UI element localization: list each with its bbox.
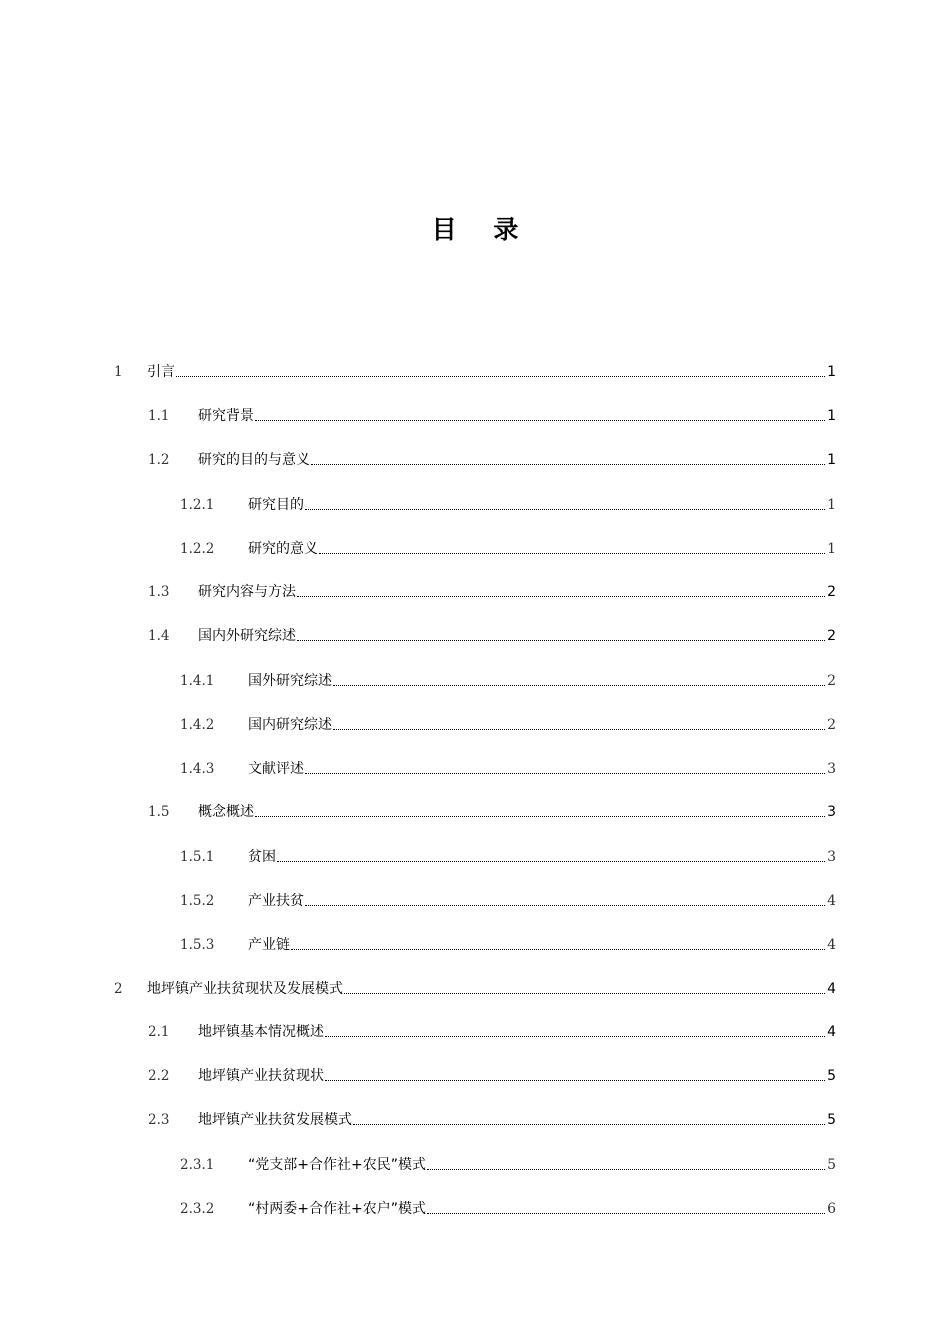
toc-entry-number: 1 [114, 364, 123, 380]
toc-entry-page: 2 [827, 717, 836, 733]
toc-entry-page: 1 [827, 364, 836, 380]
toc-dot-leader [311, 464, 825, 465]
toc-entry-title: 文献评述 [248, 761, 304, 777]
toc-entry-number: 2 [114, 981, 123, 997]
toc-dot-leader [325, 1036, 825, 1037]
toc-entry[interactable] [148, 1013, 836, 1041]
toc-entry-page: 3 [827, 849, 836, 865]
toc-entry-page: 4 [827, 1024, 836, 1040]
toc-entry-number: 1.5 [148, 804, 170, 820]
toc-entry-title: “村两委+合作社+农户”模式 [248, 1201, 426, 1217]
toc-entry[interactable] [180, 882, 836, 910]
toc-dot-leader [305, 509, 825, 510]
toc-entry-title: 地坪镇基本情况概述 [198, 1024, 324, 1040]
toc-entry-page: 1 [827, 497, 836, 513]
toc-entry[interactable] [148, 573, 836, 601]
toc-entry-number: 1.2 [148, 452, 170, 468]
toc-entry-number: 2.3 [148, 1112, 170, 1128]
toc-dot-leader [305, 773, 825, 774]
toc-entry-title: 地坪镇产业扶贫发展模式 [198, 1112, 352, 1128]
toc-dot-leader [344, 993, 825, 994]
toc-dot-leader [319, 553, 825, 554]
toc-entry-page: 3 [827, 804, 836, 820]
toc-entry[interactable] [114, 353, 836, 381]
toc-entry[interactable] [148, 1057, 836, 1085]
toc-entry-page: 6 [827, 1201, 836, 1217]
toc-entry-page: 5 [827, 1157, 836, 1173]
toc-entry-number: 1.4.2 [180, 717, 215, 733]
toc-entry-title: 地坪镇产业扶贫现状及发展模式 [147, 981, 343, 997]
toc-entry-number: 1.4.3 [180, 761, 215, 777]
toc-dot-leader [325, 1080, 825, 1081]
toc-entry-title: 研究内容与方法 [198, 584, 296, 600]
toc-entry[interactable] [180, 530, 836, 558]
toc-entry[interactable] [180, 750, 836, 778]
toc-entry-number: 1.2.1 [180, 497, 215, 513]
toc-dot-leader [333, 685, 825, 686]
toc-entry-number: 1.5.1 [180, 849, 215, 865]
toc-entry[interactable] [180, 1146, 836, 1174]
toc-dot-leader [427, 1213, 825, 1214]
toc-entry-title: “党支部+合作社+农民”模式 [248, 1157, 426, 1173]
page-title: 目 录 [431, 215, 533, 244]
toc-entry-number: 1.2.2 [180, 541, 215, 557]
toc-entry-page: 2 [827, 673, 836, 689]
toc-dot-leader [427, 1169, 825, 1170]
toc-entry-page: 5 [827, 1068, 836, 1084]
toc-entry-page: 2 [827, 628, 836, 644]
toc-dot-leader [353, 1124, 825, 1125]
toc-entry-number: 2.3.1 [180, 1157, 215, 1173]
toc-dot-leader [305, 905, 825, 906]
toc-entry-page: 5 [827, 1112, 836, 1128]
toc-entry-page: 2 [827, 584, 836, 600]
toc-entry-page: 4 [827, 893, 836, 909]
toc-entry-number: 1.1 [148, 408, 170, 424]
toc-entry-title: 研究的意义 [248, 541, 318, 557]
toc-dot-leader [297, 596, 825, 597]
toc-entry-number: 1.4.1 [180, 673, 215, 689]
toc-entry-title: 研究背景 [198, 408, 254, 424]
toc-entry[interactable] [148, 1101, 836, 1129]
toc-dot-leader [333, 729, 825, 730]
toc-dot-leader [255, 816, 825, 817]
toc-entry-title: 地坪镇产业扶贫现状 [198, 1068, 324, 1084]
toc-entry-number: 2.3.2 [180, 1201, 215, 1217]
toc-entry-title: 研究目的 [248, 497, 304, 513]
toc-entry-page: 1 [827, 541, 836, 557]
toc-dot-leader [255, 420, 825, 421]
toc-entry-page: 3 [827, 761, 836, 777]
toc-entry-page: 4 [827, 981, 836, 997]
toc-dot-leader [297, 640, 825, 641]
toc-entry[interactable] [148, 793, 836, 821]
toc-entry[interactable] [180, 838, 836, 866]
toc-entry[interactable] [148, 441, 836, 469]
toc-entry-title: 国内研究综述 [248, 717, 332, 733]
toc-entry-number: 1.5.3 [180, 937, 215, 953]
toc-entry-title: 国外研究综述 [248, 673, 332, 689]
toc-entry-title: 产业链 [248, 937, 290, 953]
toc-entry[interactable] [148, 617, 836, 645]
toc-entry-title: 贫困 [248, 849, 276, 865]
toc-entry[interactable] [148, 397, 836, 425]
toc-entry[interactable] [180, 1190, 836, 1218]
toc-entry-page: 1 [827, 408, 836, 424]
toc-dot-leader [176, 376, 825, 377]
toc-entry-number: 1.3 [148, 584, 170, 600]
toc-entry[interactable] [180, 706, 836, 734]
toc-entry-number: 1.4 [148, 628, 170, 644]
toc-entry-title: 研究的目的与意义 [198, 452, 310, 468]
toc-entry[interactable] [180, 662, 836, 690]
toc-entry-page: 1 [827, 452, 836, 468]
toc-entry-title: 国内外研究综述 [198, 628, 296, 644]
toc-entry[interactable] [114, 970, 836, 998]
toc-entry-number: 2.2 [148, 1068, 170, 1084]
toc-entry-title: 产业扶贫 [248, 893, 304, 909]
toc-entry-number: 1.5.2 [180, 893, 215, 909]
toc-entry[interactable] [180, 926, 836, 954]
toc-entry[interactable] [180, 486, 836, 514]
toc-dot-leader [291, 949, 825, 950]
toc-entry-title: 引言 [147, 364, 175, 380]
toc-entry-number: 2.1 [148, 1024, 170, 1040]
toc-dot-leader [277, 861, 825, 862]
toc-entry-page: 4 [827, 937, 836, 953]
toc-entry-title: 概念概述 [198, 804, 254, 820]
